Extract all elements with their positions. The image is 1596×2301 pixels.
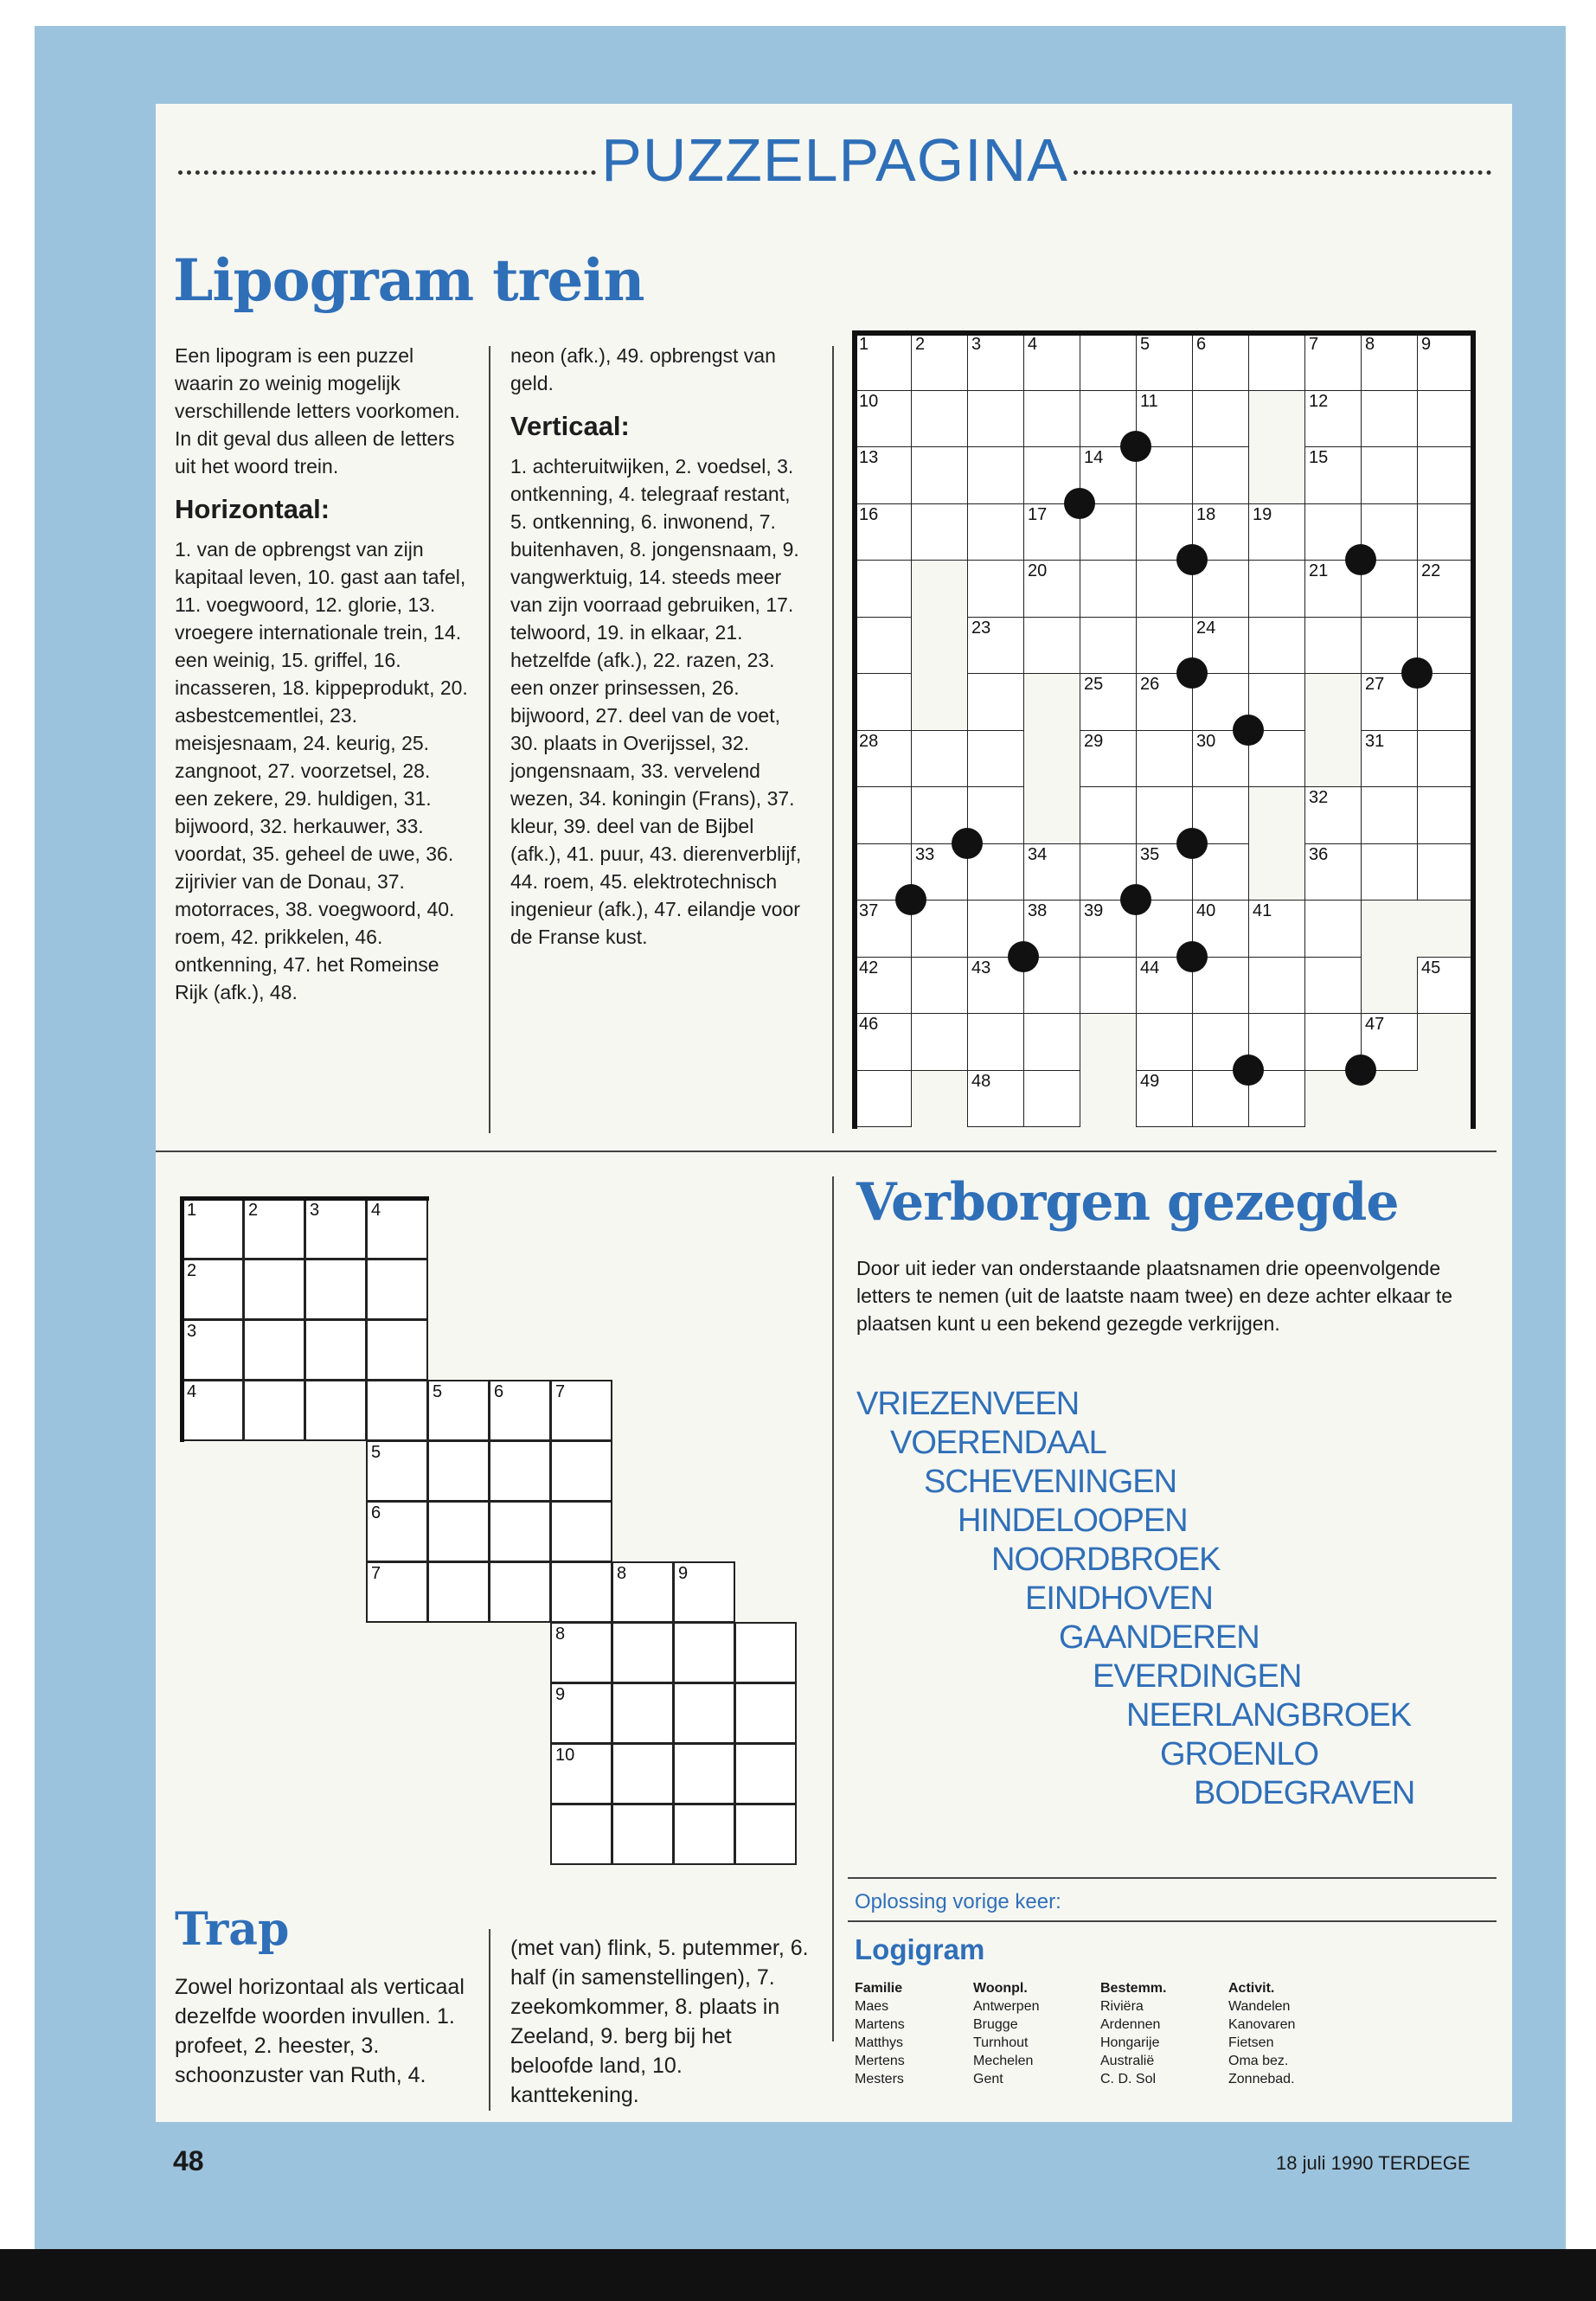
black-dot (1176, 544, 1208, 575)
cell-number: 40 (1196, 901, 1216, 920)
column-divider (489, 346, 490, 1133)
cell-number: 2 (248, 1201, 259, 1220)
grid-cell[interactable] (366, 1440, 428, 1502)
cell-number: 25 (1084, 675, 1104, 694)
grid-cell[interactable] (550, 1622, 612, 1683)
cell-number: 8 (555, 1625, 566, 1644)
cell-number: 47 (1365, 1015, 1385, 1034)
grid-cell[interactable] (1023, 560, 1080, 618)
grid-cell[interactable] (855, 957, 912, 1015)
place-name: HINDELOOPEN (958, 1503, 1188, 1539)
grid-cell[interactable] (1136, 333, 1193, 391)
cell-number: 49 (1140, 1071, 1160, 1091)
grid-cell[interactable] (1136, 1013, 1193, 1071)
grid-cell[interactable] (911, 446, 968, 504)
cell-number: 9 (678, 1564, 689, 1583)
cell-number: 14 (1084, 448, 1104, 467)
cell-number: 6 (494, 1382, 504, 1401)
gezegde-intro: Door uit ieder van onderstaande plaatsnamen drie opeenvolgende letters te nemen (uit de laatste naam twee) en deze achter elkaar te plaatsen kunt u een bekend gezegde verkrijgen. (856, 1257, 1453, 1335)
black-dot (1064, 488, 1095, 519)
grid-cell[interactable] (855, 1070, 912, 1128)
grid-cell[interactable] (855, 333, 912, 391)
cell-number: 5 (371, 1443, 381, 1462)
grid-cell[interactable] (855, 786, 912, 844)
cell-number: 27 (1365, 675, 1385, 694)
grid-cell[interactable] (967, 446, 1024, 504)
grid-cell[interactable] (855, 673, 912, 731)
grid-cell[interactable] (243, 1319, 305, 1381)
trap-crossword-grid (182, 1198, 813, 1881)
grid-cell[interactable] (1248, 560, 1305, 618)
gezegde-title: Verborgen gezegde (856, 1172, 1399, 1233)
grid-cell[interactable] (855, 446, 912, 504)
cell-number: 35 (1140, 844, 1160, 864)
cell-number: 3 (971, 335, 982, 354)
grid-cell[interactable] (967, 617, 1024, 675)
grid-cell[interactable] (1361, 446, 1418, 504)
grid-cell[interactable] (1248, 333, 1305, 391)
grid-cell[interactable] (734, 1622, 797, 1683)
grid-cell[interactable] (673, 1622, 735, 1683)
grid-cell[interactable] (366, 1380, 428, 1441)
lipogram-column-2 (510, 342, 809, 951)
cell-number: 31 (1365, 731, 1385, 751)
black-dot (1345, 544, 1376, 575)
grid-cell[interactable] (182, 1319, 244, 1381)
grid-cell[interactable] (1080, 617, 1137, 675)
grid-cell[interactable] (1136, 730, 1193, 788)
place-name: NEERLANGBROEK (1126, 1697, 1412, 1734)
grid-cell[interactable] (911, 390, 968, 448)
grid-cell[interactable] (1304, 843, 1362, 901)
horizontal-clues-continued: neon (afk.), 49. opbrengst van geld. (510, 344, 776, 394)
grid-cell[interactable] (673, 1561, 735, 1623)
cell-number: 12 (1309, 391, 1329, 411)
grid-cell[interactable] (612, 1682, 674, 1744)
grid-cell[interactable] (304, 1319, 367, 1381)
cell-number: 44 (1140, 958, 1160, 977)
grid-cell[interactable] (673, 1682, 735, 1744)
black-dot (1401, 657, 1433, 689)
grid-cell[interactable] (1080, 786, 1137, 844)
page-title: PUZZELPAGINA (601, 126, 1068, 194)
black-dot (1120, 884, 1151, 915)
cell-number: 39 (1084, 901, 1104, 920)
cell-number: 7 (1309, 335, 1319, 354)
cell-number: 48 (971, 1071, 991, 1091)
grid-cell[interactable] (1248, 503, 1305, 561)
grid-cell[interactable] (967, 1013, 1024, 1071)
cell-number: 9 (1421, 335, 1432, 354)
grid-cell[interactable] (967, 673, 1024, 731)
grid-cell[interactable] (855, 617, 912, 675)
cell-number: 30 (1196, 731, 1216, 751)
grid-cell[interactable] (612, 1622, 674, 1683)
cell-number: 10 (555, 1746, 575, 1765)
grid-cell[interactable] (366, 1198, 428, 1259)
grid-cell[interactable] (911, 1013, 968, 1071)
cell-number: 3 (187, 1322, 197, 1341)
grid-cell[interactable] (911, 333, 968, 391)
grid-cell[interactable] (1361, 333, 1418, 391)
grid-cell[interactable] (1361, 786, 1418, 844)
grid-cell[interactable] (967, 730, 1024, 788)
grid-cell[interactable] (612, 1743, 674, 1804)
cell-number: 4 (187, 1382, 197, 1401)
cell-number: 36 (1309, 844, 1329, 864)
page-header (173, 121, 1497, 199)
grid-cell[interactable] (182, 1259, 244, 1320)
trap-text-2: (met van) flink, 5. putemmer, 6. half (in samenstellingen), 7. zeekomkommer, 8. plaats in Zeeland, 9. berg bij het beloofde land, 10. kanttekening. (510, 1936, 809, 2107)
cell-number: 5 (433, 1382, 443, 1401)
grid-cell[interactable] (1192, 390, 1249, 448)
grid-cell[interactable] (911, 957, 968, 1015)
grid-cell[interactable] (1248, 957, 1305, 1015)
grid-cell[interactable] (550, 1804, 612, 1865)
cell-number: 29 (1084, 731, 1104, 751)
grid-cell[interactable] (911, 730, 968, 788)
grid-cell[interactable] (366, 1561, 428, 1623)
logigram-column-bestemming: Bestemm. Riviëra Ardennen Hongarije Australië C. D. Sol (1100, 1981, 1167, 2086)
grid-cell[interactable] (1023, 1070, 1080, 1128)
cell-number: 15 (1309, 448, 1329, 467)
cell-number: 23 (971, 618, 991, 638)
cell-number: 28 (859, 731, 879, 751)
place-name: GAANDEREN (1059, 1619, 1259, 1656)
grid-cell[interactable] (1080, 673, 1137, 731)
footer-date: 18 juli 1990 TERDEGE (1276, 2152, 1471, 2174)
grid-cell[interactable] (427, 1501, 490, 1562)
cell-number: 21 (1309, 561, 1329, 580)
grid-cell[interactable] (855, 730, 912, 788)
place-name: VOERENDAAL (890, 1425, 1106, 1461)
lipogram-column-1 (175, 342, 469, 1006)
grid-cell[interactable] (673, 1804, 735, 1865)
grid-cell[interactable] (1304, 333, 1362, 391)
grid-cell[interactable] (612, 1804, 674, 1865)
cell-number: 32 (1309, 788, 1329, 807)
cell-number: 6 (371, 1503, 381, 1522)
cell-number: 11 (1140, 391, 1158, 411)
cell-number: 8 (617, 1564, 627, 1583)
grid-cell[interactable] (1080, 333, 1137, 391)
horizontal-clues: 1. van de opbrengst van zijn kapitaal leven, 10. gast aan tafel, 11. voegwoord, 12. glorie, 13. vroegere internationale trein, 14. een weinig, 15. griffel, 16. incasseren, 18. kippeprodukt, 20. asbestcementlei, 23. meisjesnaam, 24. keurig, 25. zangnoot, 27. voorzetsel, 28. een zekere, 29. huldigen, 31. bijwoord, 32. herkauwer, 33. voordat, 35. geheel de uwe, 36. zijrivier van de Donau, 37. motorraces, 38. voegwoord, 40. roem, 42. prikkelen, 46. ontkenning, 47. het Romeinse Rijk (afk.), 48. (175, 538, 468, 1003)
cell-number: 41 (1253, 901, 1272, 920)
grid-cell[interactable] (1023, 390, 1080, 448)
cell-number: 4 (1028, 335, 1038, 354)
grid-cell[interactable] (1080, 560, 1137, 618)
grid-cell[interactable] (612, 1561, 674, 1623)
cell-number: 19 (1253, 504, 1272, 524)
grid-cell[interactable] (182, 1198, 244, 1259)
cell-number: 8 (1365, 335, 1375, 354)
grid-cell[interactable] (366, 1319, 428, 1381)
grid-cell[interactable] (1136, 1070, 1193, 1128)
grid-cell[interactable] (1417, 730, 1474, 788)
grid-cell[interactable] (1417, 843, 1474, 901)
grid-cell[interactable] (911, 503, 968, 561)
cell-number: 34 (1028, 844, 1048, 864)
section-divider (848, 1920, 1497, 1922)
grid-cell[interactable] (427, 1440, 490, 1502)
grid-cell[interactable] (243, 1259, 305, 1320)
logigram-column-woonplaats: Woonpl. Antwerpen Brugge Turnhout Mechelen Gent (973, 1981, 1040, 2086)
grid-cell[interactable] (1361, 843, 1418, 901)
grid-cell[interactable] (304, 1259, 367, 1320)
grid-cell[interactable] (550, 1380, 612, 1441)
cell-number: 10 (859, 391, 879, 411)
grid-cell[interactable] (1417, 560, 1474, 618)
black-dot (1345, 1054, 1376, 1086)
place-name: EINDHOVEN (1025, 1580, 1213, 1617)
section-divider (848, 1877, 1497, 1879)
vertical-clues: 1. achteruitwijken, 2. voedsel, 3. ontkenning, 4. telegraaf restant, 5. ontkenning, 6. inwonend, 7. buitenhaven, 8. jongensnaam, 9. vangwerktuig, 14. steeds meer van zijn voorraad gebruiken, 17. telwoord, 19. in elkaar, 21. hetzelfde (afk.), 22. razen, 23. een onzer prinsessen, 26. bijwoord, 27. deel van de voet, 30. plaats in Overijssel, 32. jongensnaam, 33. vervelend wezen, 34. koningin (Frans), 37. kleur, 39. deel van de Bijbel (afk.), 41. puur, 43. dierenverblijf, 44. roem, 45. elektrotechnisch ingenieur (afk.), 47. eilandje voor de Franse kust. (510, 455, 802, 948)
page-number: 48 (173, 2145, 204, 2176)
grid-cell[interactable] (1023, 333, 1080, 391)
cell-number: 46 (859, 1015, 879, 1034)
grid-cell[interactable] (1192, 446, 1249, 504)
cell-number: 4 (371, 1201, 381, 1220)
grid-cell[interactable] (1361, 730, 1418, 788)
trap-text-1: Zowel horizontaal als verticaal dezelfde woorden invullen. 1. profeet, 2. heester, 3. schoonzuster van Ruth, 4. (175, 1975, 465, 2087)
logigram-title: Logigram (855, 1933, 985, 1965)
cell-number: 22 (1421, 561, 1441, 580)
black-dot (1176, 828, 1208, 859)
grid-cell[interactable] (1304, 617, 1362, 675)
place-name: SCHEVENINGEN (924, 1464, 1177, 1500)
header-dots-left (178, 170, 596, 175)
grid-cell[interactable] (1248, 617, 1305, 675)
grid-cell[interactable] (550, 1561, 612, 1623)
grid-cell[interactable] (1023, 617, 1080, 675)
cell-number: 1 (859, 335, 869, 354)
grid-cell[interactable] (673, 1743, 735, 1804)
grid-cell[interactable] (550, 1682, 612, 1744)
grid-cell[interactable] (304, 1380, 367, 1441)
column-divider (832, 1176, 834, 2041)
cell-number: 17 (1028, 504, 1048, 524)
grid-cell[interactable] (1023, 1013, 1080, 1071)
grid-cell[interactable] (366, 1259, 428, 1320)
grid-cell[interactable] (489, 1380, 551, 1441)
grid-cell[interactable] (489, 1501, 551, 1562)
black-dot (1233, 1054, 1264, 1086)
grid-cell[interactable] (967, 503, 1024, 561)
grid-cell[interactable] (855, 503, 912, 561)
grid-cell[interactable] (1080, 957, 1137, 1015)
grid-cell[interactable] (243, 1198, 305, 1259)
cell-number: 6 (1196, 335, 1207, 354)
grid-cell[interactable] (1304, 900, 1362, 958)
grid-cell[interactable] (550, 1501, 612, 1562)
grid-cell[interactable] (1304, 446, 1362, 504)
column-divider (832, 346, 834, 1133)
scan-edge (0, 2249, 1596, 2301)
cell-number: 5 (1140, 335, 1151, 354)
cell-number: 1 (187, 1201, 197, 1220)
grid-cell[interactable] (734, 1682, 797, 1744)
grid-cell[interactable] (489, 1561, 551, 1623)
place-name: BODEGRAVEN (1194, 1775, 1415, 1811)
header-dots-right (1074, 170, 1491, 175)
grid-cell[interactable] (967, 560, 1024, 618)
grid-cell[interactable] (1192, 333, 1249, 391)
place-name: VRIEZENVEEN (856, 1386, 1080, 1422)
cell-number: 16 (859, 504, 879, 524)
grid-cell[interactable] (1023, 843, 1080, 901)
black-dot (1008, 941, 1039, 972)
cell-number: 38 (1028, 901, 1048, 920)
grid-cell[interactable] (855, 390, 912, 448)
cell-number: 7 (371, 1564, 381, 1583)
grid-cell[interactable] (1361, 390, 1418, 448)
cell-number: 45 (1421, 958, 1441, 977)
cell-number: 2 (187, 1261, 197, 1280)
black-dot (1176, 941, 1208, 972)
grid-cell[interactable] (182, 1380, 244, 1441)
cell-number: 42 (859, 958, 879, 977)
lipogram-intro: Een lipogram is een puzzel waarin zo weinig mogelijk verschillende letters voorkomen. In dit geval dus alleen de letters uit het woord trein. (175, 344, 460, 478)
grid-cell[interactable] (967, 333, 1024, 391)
grid-cell[interactable] (1304, 390, 1362, 448)
grid-cell[interactable] (1417, 446, 1474, 504)
grid-cell[interactable] (734, 1743, 797, 1804)
grid-cell[interactable] (1304, 786, 1362, 844)
black-dot (895, 884, 926, 915)
cell-number: 33 (915, 844, 935, 864)
grid-cell[interactable] (489, 1440, 551, 1502)
lipogram-title: Lipogram trein (173, 247, 644, 314)
grid-cell[interactable] (855, 1013, 912, 1071)
grid-cell[interactable] (1417, 786, 1474, 844)
grid-cell[interactable] (967, 1070, 1024, 1128)
grid-cell[interactable] (1248, 900, 1305, 958)
cell-number: 2 (915, 335, 926, 354)
cell-number: 20 (1028, 561, 1048, 580)
grid-cell[interactable] (1417, 503, 1474, 561)
cell-number: 18 (1196, 504, 1216, 524)
lipogram-crossword-grid (855, 333, 1486, 1133)
grid-cell[interactable] (427, 1561, 490, 1623)
grid-cell[interactable] (1417, 957, 1474, 1015)
place-name: EVERDINGEN (1093, 1658, 1302, 1695)
grid-cell[interactable] (1080, 730, 1137, 788)
cell-number: 3 (310, 1201, 320, 1220)
vertical-heading: Verticaal: (510, 411, 630, 441)
black-dot (1233, 715, 1264, 746)
puzzle-page (156, 104, 1512, 2122)
cell-number: 37 (859, 901, 879, 920)
cell-number: 24 (1196, 618, 1216, 638)
grid-cell[interactable] (304, 1198, 367, 1259)
black-dot (1176, 657, 1208, 689)
grid-cell[interactable] (366, 1501, 428, 1562)
black-dot (952, 828, 983, 859)
grid-cell[interactable] (427, 1380, 490, 1441)
trap-title: Trap (175, 1903, 290, 1956)
section-divider (156, 1150, 1497, 1152)
grid-cell[interactable] (550, 1743, 612, 1804)
logigram-column-familie: Familie Maes Martens Matthys Mertens Mesters (855, 1981, 905, 2086)
grid-cell[interactable] (1417, 333, 1474, 391)
grid-cell[interactable] (243, 1380, 305, 1441)
cell-number: 43 (971, 958, 991, 977)
horizontal-heading: Horizontaal: (175, 494, 330, 524)
grid-cell[interactable] (1304, 957, 1362, 1015)
grid-cell[interactable] (855, 560, 912, 618)
grid-cell[interactable] (1417, 390, 1474, 448)
logigram-column-activiteit: Activit. Wandelen Kanovaren Fietsen Oma bez. Zonnebad. (1228, 1981, 1296, 2086)
black-dot (1120, 431, 1151, 462)
cell-number: 26 (1140, 675, 1160, 694)
cell-number: 9 (555, 1685, 566, 1704)
place-name: GROENLO (1160, 1736, 1319, 1772)
grid-cell[interactable] (550, 1440, 612, 1502)
grid-cell[interactable] (734, 1804, 797, 1865)
cell-number: 13 (859, 448, 879, 467)
grid-cell[interactable] (967, 390, 1024, 448)
place-name: NOORDBROEK (991, 1541, 1221, 1578)
column-divider (489, 1929, 490, 2111)
solution-label: Oplossing vorige keer: (855, 1890, 1061, 1913)
cell-number: 7 (555, 1382, 566, 1401)
